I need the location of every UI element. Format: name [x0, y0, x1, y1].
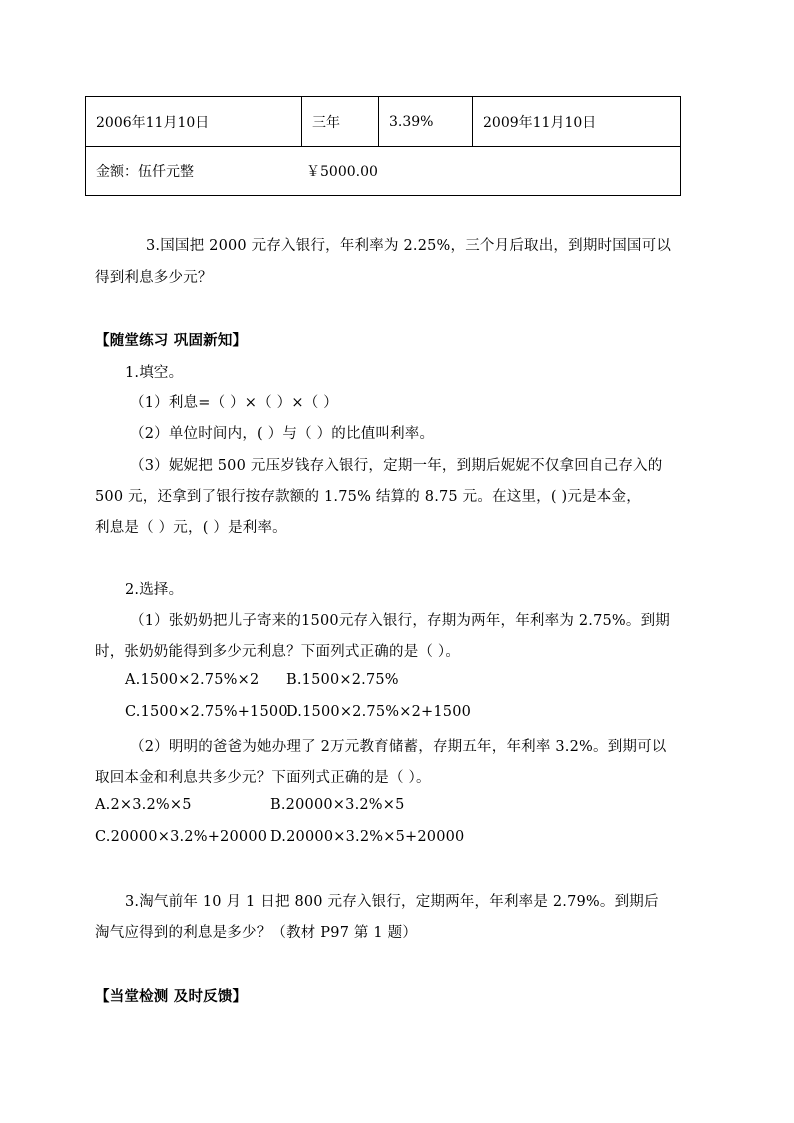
- rate-cell: 3.39%: [379, 97, 473, 147]
- q2-part2-line1: （2）明明的爸爸为她办理了 2万元教育储蓄，存期五年，年利率 3.2%。到期可以: [130, 739, 667, 755]
- q3-line2: 淘气应得到的利息是多少？（教材 P97 第 1 题）: [95, 925, 418, 941]
- q2-part1-line2: 时，张奶奶能得到多少元利息？下面列式正确的是（ ）。: [95, 644, 461, 660]
- q2-part2-line2: 取回本金和利息共多少元？下面列式正确的是（ ）。: [95, 770, 431, 786]
- q1-line5: 利息是（ ）元，( ）是利率。: [95, 520, 287, 536]
- due-date-cell: 2009年11月10日: [473, 97, 681, 147]
- q2-part2-option-a: A.2×3.2%×5: [95, 797, 192, 813]
- deposit-certificate-table: [85, 96, 681, 196]
- check-heading: 【当堂检测 及时反馈】: [95, 988, 248, 1005]
- q1-line1: （1）利息=（ ）×（ ）×（ ）: [130, 395, 338, 411]
- amount-label: 金额：伍仟元整: [96, 164, 194, 180]
- q2-part1-option-c: C.1500×2.75%+1500: [125, 704, 288, 720]
- practice-heading: 【随堂练习 巩固新知】: [95, 332, 248, 349]
- q1-title: 1.填空。: [125, 365, 184, 381]
- q2-part1-option-a: A.1500×2.75%×2: [125, 672, 260, 688]
- problem3-line1: 3.国国把 2000 元存入银行，年利率为 2.25%，三个月后取出，到期时国国可以: [146, 238, 672, 254]
- deposit-date-cell: 2006年11月10日: [86, 97, 302, 147]
- q2-part1-option-d: D.1500×2.75%×2+1500: [286, 704, 472, 720]
- q1-line4: 500 元，还拿到了银行按存款额的 1.75% 结算的 8.75 元。在这里，( )元是本金，: [95, 489, 641, 505]
- q2-part2-option-b: B.20000×3.2%×5: [270, 797, 405, 813]
- certificate-row: [86, 97, 681, 147]
- q2-part2-option-c: C.20000×3.2%+20000: [95, 829, 268, 845]
- q1-line2: （2）单位时间内，( ）与（ ）的比值叫利率。: [130, 426, 435, 442]
- q2-part2-option-d: D.20000×3.2%×5+20000: [270, 829, 465, 845]
- problem3-line2: 得到利息多少元？: [95, 270, 213, 286]
- term-cell: 三年: [302, 97, 379, 147]
- amount-value: ￥5000.00: [306, 164, 378, 180]
- q2-part1-option-b: B.1500×2.75%: [286, 672, 399, 688]
- q2-part1-line1: （1）张奶奶把儿子寄来的1500元存入银行，存期为两年，年利率为 2.75%。到期: [130, 613, 670, 629]
- q1-line3: （3）妮妮把 500 元压岁钱存入银行，定期一年，到期后妮妮不仅拿回自己存入的: [130, 458, 663, 474]
- q3-line1: 3.淘气前年 10 月 1 日把 800 元存入银行，定期两年，年利率是 2.79%。到期后: [125, 894, 659, 910]
- amount-cell: [86, 147, 681, 196]
- certificate-amount-row: [86, 147, 681, 196]
- q2-title: 2.选择。: [125, 582, 184, 598]
